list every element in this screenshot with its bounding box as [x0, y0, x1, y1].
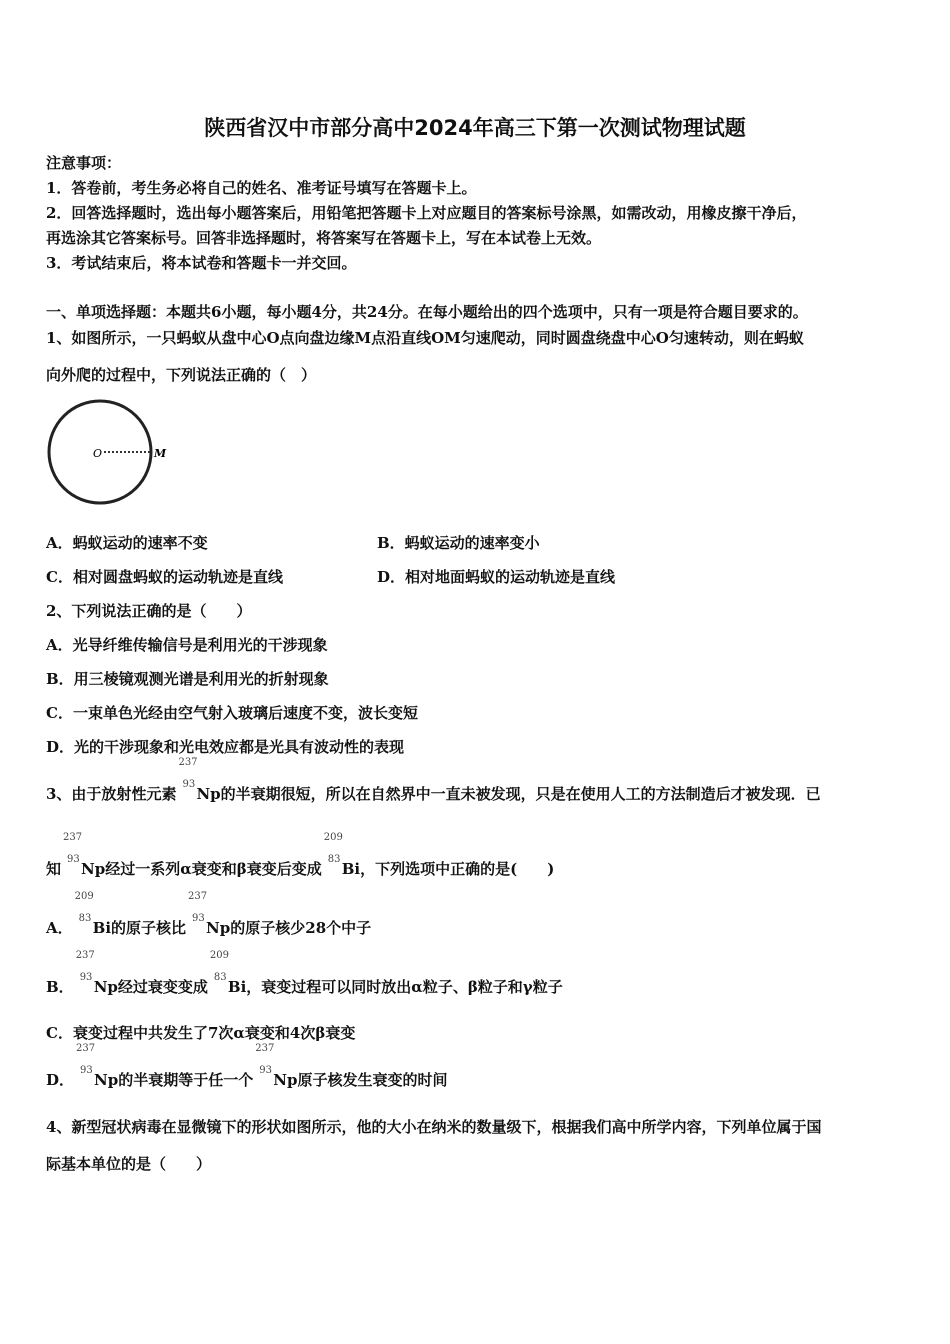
notice-item-2: 2．回答选择题时，选出每小题答案后，用铅笔把答题卡上对应题目的答案标号涂黑，如需改动，用橡皮擦干净后，	[46, 204, 807, 222]
nuclide-bi: 209 83	[323, 832, 343, 865]
notice-item-3: 3．考试结束后，将本试卷和答题卡一并交回。	[46, 254, 357, 272]
label-o: O	[93, 447, 103, 460]
nuclide-np: 237 93	[63, 832, 83, 865]
question-1-stem: 1、如图所示，一只蚂蚁从盘中心O点向盘边缘M点沿直线OM匀速爬动，同时圆盘绕盘中心O匀速转动，则在蚂蚁	[46, 329, 804, 347]
question-4-stem-cont: 际基本单位的是（ ）	[46, 1155, 212, 1173]
q2-option-c: C．一束单色光经由空气射入玻璃后速度不变，波长变短	[46, 704, 418, 722]
q1-option-b: B．蚂蚁运动的速率变小	[377, 534, 540, 552]
q3-option-d: D． 237 93 Np的半衰期等于任一个 237 93 Np原子核发生衰变的时间	[46, 1043, 448, 1089]
nuclide-np: 237 93	[76, 1043, 96, 1076]
q3-option-a: A． 209 83 Bi的原子核比 237 93 Np的原子核少28个中子	[46, 891, 372, 937]
notice-heading: 注意事项：	[46, 154, 122, 172]
nuclide-np: 237 93	[75, 950, 95, 983]
q1-option-d: D．相对地面蚂蚁的运动轨迹是直线	[377, 568, 616, 586]
nuclide-bi: 209 83	[209, 950, 229, 983]
q1-option-a: A．蚂蚁运动的速率不变	[46, 534, 208, 552]
q2-option-d: D．光的干涉现象和光电效应都是光具有波动性的表现	[46, 738, 405, 756]
notice-item-2-cont: 再选涂其它答案标号。回答非选择题时，将答案写在答题卡上，写在本试卷上无效。	[46, 229, 602, 247]
q2-option-b: B．用三棱镜观测光谱是利用光的折射现象	[46, 670, 329, 688]
nuclide-bi: 209 83	[74, 891, 94, 924]
notice-item-1: 1．答卷前，考生务必将自己的姓名、准考证号填写在答题卡上。	[46, 179, 477, 197]
question-3-stem-cont: 知 237 93 Np经过一系列α衰变和β衰变后变成 209 83 Bi，下列选项中正确的是( )	[46, 832, 555, 878]
q3-option-b: B． 237 93 Np经过衰变变成 209 83 Bi，衰变过程可以同时放出α粒子、β粒子和γ粒子	[46, 950, 563, 996]
q2-option-a: A．光导纤维传输信号是利用光的干涉现象	[46, 636, 328, 654]
question-4-stem: 4、新型冠状病毒在显微镜下的形状如图所示，他的大小在纳米的数量级下，根据我们高中所学内容，下列单位属于国	[46, 1118, 822, 1136]
question-1-stem-cont: 向外爬的过程中，下列说法正确的（ ）	[46, 366, 317, 384]
nuclide-np: 237 93	[255, 1043, 275, 1076]
nuclide-np: 237 93	[188, 891, 208, 924]
nuclide-np: 237 93	[178, 757, 198, 790]
rotating-disc-figure	[46, 397, 186, 509]
q3-option-c: C．衰变过程中共发生了7次α衰变和4次β衰变	[46, 1024, 356, 1042]
question-2-stem: 2、下列说法正确的是（ ）	[46, 602, 252, 620]
page-title: 陕西省汉中市部分高中2024年高三下第一次测试物理试题	[204, 116, 746, 140]
section-1-heading: 一、单项选择题：本题共6小题，每小题4分，共24分。在每小题给出的四个选项中，只有一项是符合题目要求的。	[46, 303, 808, 321]
q1-option-c: C．相对圆盘蚂蚁的运动轨迹是直线	[46, 568, 283, 586]
question-3-stem: 3、由于放射性元素 237 93 Np的半衰期很短，所以在自然界中一直未被发现，只是在使用人工的方法制造后才被发现．已	[46, 757, 821, 803]
label-m: M	[154, 447, 167, 460]
